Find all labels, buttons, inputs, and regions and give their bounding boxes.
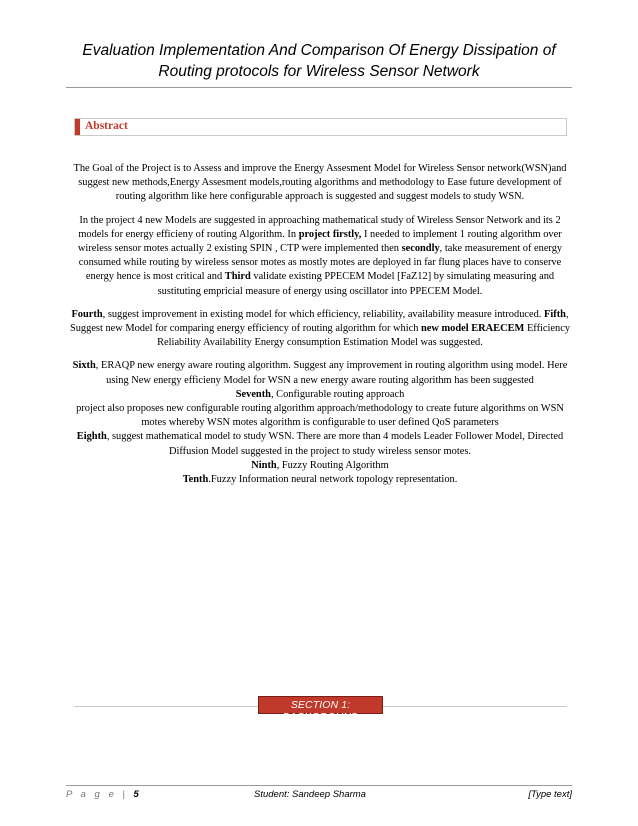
bold-run: Tenth (182, 474, 209, 486)
text-run: In the project 4 new Models are suggested in approaching mathematical study of Wireless Sensor Network and its 2 models for energy efficieny of routing Algorithm. In (78, 214, 561, 240)
text-run: validate existing PPECEM Model [FaZ12] by simulating measuring and sustituting empricial measure of energy using oscillator into PPECEM Model. (157, 271, 555, 297)
paragraph-goal: The Goal of the Project is to Assess and improve the Energy Assesment Model for Wireless Sensor network(WSN)and suggest new methods,Energy Assesment models,routing algorithms and methodology to Ease future development of routing algorithm like here configurable approach is suggested and suggest models to study WSN. (73, 163, 567, 203)
page-footer (66, 789, 572, 803)
paragraph-fourth-fifth (66, 308, 574, 351)
abstract-accent-bar (75, 119, 80, 135)
bold-run: Sixth (72, 360, 96, 372)
paragraph-models (66, 214, 574, 299)
bold-run: project firstly, (298, 228, 362, 240)
bold-run: new model ERAECEM (421, 323, 525, 335)
text-run: , suggest mathematical model to study WSN. There are more than 4 models Leader Follower Model, Directed Diffusion Model suggested in the project to study wireless sensor motes. (106, 431, 564, 457)
section-heading-box (258, 696, 383, 723)
section-heading: SECTION 1: BACKGROUND (282, 699, 359, 723)
footer-student: Student: Sandeep Sharma (254, 789, 366, 800)
paragraph-ninth (66, 459, 574, 473)
text-run: , Configurable routing approach (270, 388, 405, 400)
header-title-line-2: Routing protocols for Wireless Sensor Network (158, 63, 480, 80)
header-divider (66, 87, 572, 88)
text-run: , take measurement of energy consumed while routing by wireless sensor motes as mostly motes are deployed in far flung places have to conserve energy hence is most critical and (78, 243, 563, 283)
bold-run: Ninth (251, 459, 277, 471)
bold-run: Third (224, 271, 251, 283)
text-run: I needed to implement 1 routing algorithm over wireless sensor motes actually 2 existing SPIN , CTP were implemented then (77, 228, 562, 255)
text-run: .Fuzzy Information neural network topology representation. (208, 474, 458, 486)
text-run: Efficiency Reliability Availability Energy consumption Estimation Model was suggested. (157, 323, 571, 349)
footer-divider (66, 785, 572, 786)
bold-run: Fourth (71, 308, 103, 320)
abstract-body (66, 162, 574, 487)
paragraph-sixth (66, 359, 574, 387)
bold-run: Eighth (76, 431, 107, 443)
paragraph-seventh (66, 388, 574, 402)
header-title-line-1: Evaluation Implementation And Comparison Of Energy Dissipation of (82, 42, 556, 59)
abstract-heading-box (74, 118, 567, 136)
page-indicator (66, 789, 139, 800)
paragraph-configurable: project also proposes new configurable routing algorithm approach/methodology to create future algorithms on WSN motes whereby WSN motes algorithm is configurable to user defined QoS parameters (76, 403, 564, 429)
text-run: , Suggest new Model for comparing energy efficiency of routing algorithm for which (69, 308, 569, 335)
bold-run: secondly (401, 243, 440, 255)
page-number: 5 (133, 789, 139, 800)
bold-run: Fifth (544, 308, 566, 320)
abstract-heading: Abstract (85, 120, 128, 132)
paragraph-tenth (66, 473, 574, 487)
page-separator: | (116, 789, 134, 800)
paragraph-eighth (66, 430, 574, 458)
text-run: , Fuzzy Routing Algorithm (276, 459, 389, 471)
footer-placeholder: [Type text] (528, 789, 572, 800)
text-run: , suggest improvement in existing model for which efficiency, reliability, availability measure introduced. (102, 308, 545, 320)
text-run: , ERAQP new energy aware routing algorithm. Suggest any improvement in routing algorithm using model. Here using New energy efficieny Model for WSN a new energy aware routing algorithm has been suggested (95, 360, 568, 386)
bold-run: Seventh (235, 388, 271, 400)
page-header-title (40, 40, 598, 82)
page-label: P a g e (66, 789, 117, 800)
